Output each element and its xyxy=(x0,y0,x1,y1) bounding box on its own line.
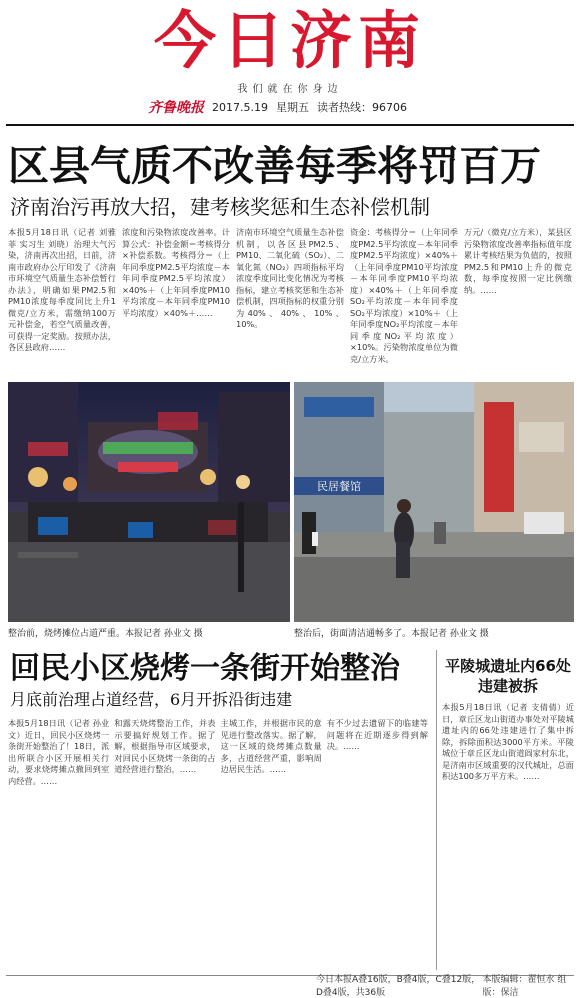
issue-date: 2017.5.19 xyxy=(212,100,268,114)
second-column: 和露天烧烤整治工作，并表示要搞好规划工作。据了解，根据指导市区域要求，对回民小区烧烤一条街的占道经营进行整治，…… xyxy=(114,718,216,774)
lead-body xyxy=(8,227,572,375)
second-column: 主城工作，并根据市民的意见进行整改落实。据了解，这一区域的烧烤摊点数量多，占道经营严重，影响周边居民生活。…… xyxy=(220,718,322,774)
lead-column: 济南市环境空气质量生态补偿机制，以各区县PM2.5、PM10、二氧化硫（SO₂）、二氧化氮（NO₂）四项指标平均浓度季度同比变化情况为考核指标，建立考核奖惩和生态补偿机制，四项指标的权重分别为40%、40%、10%、10%。 xyxy=(236,227,344,329)
photo-after xyxy=(294,382,574,622)
second-body xyxy=(8,718,428,973)
lead-column: 本报5月18日讯（记者 刘雅菲 实习生 刘晓）治理大气污染，济南再次出招，日前，济南市政府办公厅印发了《济南市环境空气质量生态补偿暂行办法》，明确如果PM2.5和PM10浓度每季度同比上升1微克/立方米，需缴纳100万元补偿金，若空气质量改善，可获得一定奖励。按照办法，各区县政府…… xyxy=(8,227,116,352)
lead-column: 浓度和污染物浓度改善率。计算公式：补偿金额＝考核得分×补偿系数。考核得分＝（上年同季度PM2.5平均浓度－本年同季度PM2.5平均浓度）×40%＋（上年同季度PM10平均浓度－本年同季度PM10平均浓度）×40%＋…… xyxy=(122,227,230,318)
lead-column: 资金：考核得分＝（上年同季度PM2.5平均浓度－本年同季度PM2.5平均浓度）×40%＋（上年同季度PM10平均浓度－本年同季度PM10平均浓度）×40%＋（上年同季度SO₂平均浓度－本年同季度SO₂平均浓度）×10%＋（上年同季度NO₂平均浓度－本年同季度NO₂平均浓度）×10%。污染物浓度单位为微克/立方米。 xyxy=(350,227,458,364)
editor-credits: 本版编辑：翟恒水 组版：保洁 xyxy=(482,975,567,998)
second-column: 本报5月18日讯（记者 孙业文）近日，回民小区烧烤一条街开始整治了！18日，派出所联合小区开展相关行动，要求烧烤摊点撤回到室内经营。…… xyxy=(8,718,110,786)
column-divider xyxy=(436,650,437,970)
issue-weekday: 星期五 xyxy=(275,101,309,114)
second-subhead: 月底前治理占道经营，6月开拆沿街违建 xyxy=(10,690,293,709)
photo-after-caption: 整治后，街面清洁通畅多了。本报记者 孙业文 摄 xyxy=(294,629,489,639)
lead-column: 万元/（微克/立方米），某县区污染物浓度改善率指标值年度累计考核结果为负值的，按照PM2.5和PM10上升的微克数，每季度按照一定比例缴纳。…… xyxy=(464,227,572,295)
paper-logo: 齐鲁晚报 xyxy=(148,100,204,116)
page-footer xyxy=(6,975,574,998)
side-body: 本报5月18日讯（记者 支倩倩）近日，章丘区龙山街道办事处对平陵城遗址内的66处违建进行了集中拆除，拆除面积达3000平方米。平陵城位于章丘区龙山街道阎家村东北，是济南市区域重要的汉代城址，总面积达100多万平方米。…… xyxy=(442,702,574,781)
masthead xyxy=(0,0,580,125)
masthead-divider xyxy=(6,124,574,126)
edition-info: 今日本报A叠16版，B叠4版，C叠12版，D叠4版，共36版 xyxy=(316,975,481,998)
masthead-slogan: 我们就在你身边 xyxy=(237,84,343,95)
second-headline: 回民小区烧烤一条街开始整治 xyxy=(10,651,400,686)
masthead-title: 今日济南 xyxy=(153,4,426,77)
side-headline: 平陵城遗址内66处违建被拆 xyxy=(445,657,571,695)
reader-hotline: 读者热线：96706 xyxy=(316,101,407,114)
restaurant-sign: 民居餐馆 xyxy=(317,480,361,493)
masthead-info xyxy=(148,96,568,118)
second-column: 有不少过去遗留下的临建等问题将在近期逐步得到解决。…… xyxy=(326,718,428,751)
photo-before-caption: 整治前，烧烤摊位占道严重。本报记者 孙业文 摄 xyxy=(8,629,203,639)
lead-subhead: 济南治污再放大招，建考核奖惩和生态补偿机制 xyxy=(10,195,430,219)
photo-before xyxy=(8,382,290,622)
lead-headline: 区县气质不改善每季将罚百万 xyxy=(8,142,541,190)
